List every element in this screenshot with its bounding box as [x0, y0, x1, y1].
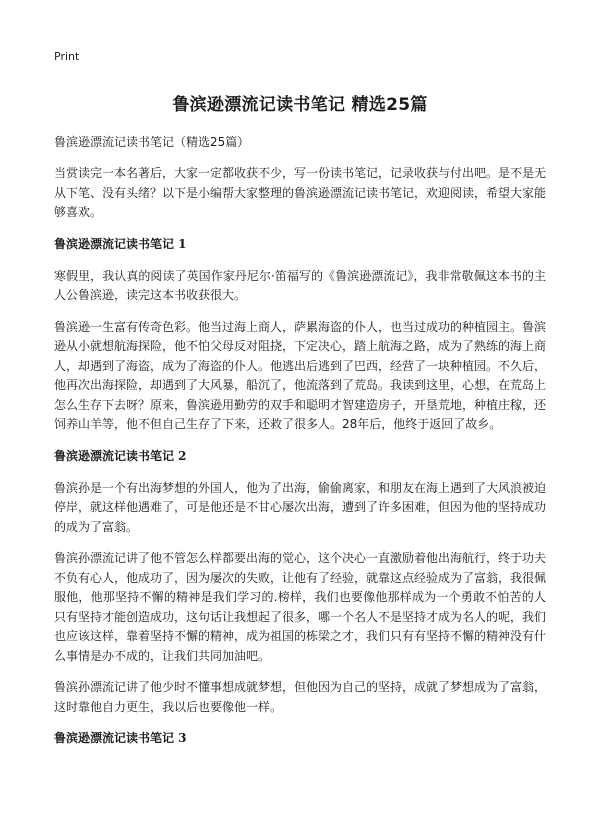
document-subtitle: 鲁滨逊漂流记读书笔记（精选25篇）	[54, 135, 250, 149]
print-link[interactable]: Print	[54, 50, 80, 63]
page-title: 鲁滨逊漂流记读书笔记 精选25篇	[172, 95, 428, 115]
section-heading-1: 鲁滨逊漂流记读书笔记 1	[54, 236, 187, 251]
section-1-paragraph-2: 鲁滨逊一生富有传奇色彩。他当过海上商人，萨累海盗的仆人，也当过成功的种植园主。鲁滨逊从小就想航海探险，他不怕父母反对阻挠，下定决心，踏上航海之路，成为了熟练的海上商人，却遇到了海盗，成为了海盗的仆人。他逃出后逃到了巴西，经营了一块种植园。不久后，他再次出海探险，却遇到了大风暴，船沉了，他流落到了荒岛。我读到这里，心想，在荒岛上怎么生存下去呀？原来，鲁滨逊用勤劳的双手和聪明才智建造房子，开垦荒地，种植庄稼，还饲养山羊等，他不但自己生存了下来，还救了很多人。28年后，他终于返回了故乡。	[54, 319, 547, 431]
section-heading-3: 鲁滨逊漂流记读书笔记 3	[54, 731, 187, 745]
section-1-paragraph-1: 寒假里，我认真的阅读了英国作家丹尼尔·笛福写的《鲁滨逊漂流记》，我非常敬佩这本书的主人公鲁滨逊，读完这本书收获很大。	[54, 268, 546, 302]
section-2-paragraph-3: 鲁滨孙漂流记讲了他少时不懂事想成就梦想，但他因为自己的坚持，成就了梦想成为了富翁，这时靠他自力更生，我以后也要像他一样。	[54, 680, 547, 714]
intro-paragraph: 当赏读完一本名著后，大家一定都收获不少，写一份读书笔记，记录收获与付出吧。是不是无从下笔、没有头绪？以下是小编帮大家整理的鲁滨逊漂流记读书笔记，欢迎阅读，希望大家能够喜欢。	[54, 166, 547, 219]
section-heading-2: 鲁滨逊漂流记读书笔记 2	[54, 448, 187, 463]
section-2-paragraph-1: 鲁滨孙是一个有出海梦想的外国人，他为了出海，偷偷离家，和朋友在海上遇到了大风浪被迫停岸，就这样他遇难了，可是他还是不甘心屡次出海，遭到了许多困难，但因为他的坚持成功的成为了富翁。	[54, 480, 547, 534]
section-2-paragraph-2: 鲁滨孙漂流记讲了他不管怎么样都要出海的觉心，这个决心一直激励着他出海航行，终于功夫不负有心人，他成功了，因为屡次的失败，让他有了经验，就靠这点经验成为了富翁，我很佩服他，他那坚持不懈的精神是我们学习的.榜样，我们也要像他那样成为一个勇敢不怕苦的人只有坚持才能创造成功，这句话让我想起了很多，哪一个名人不是坚持才成为名人的呢，我们也应该这样，靠着坚持不懈的精神，成为祖国的栋梁之才，我们只有有坚持不懈的精神没有什么事情是办不成的，让我们共同加油吧。	[54, 551, 547, 663]
